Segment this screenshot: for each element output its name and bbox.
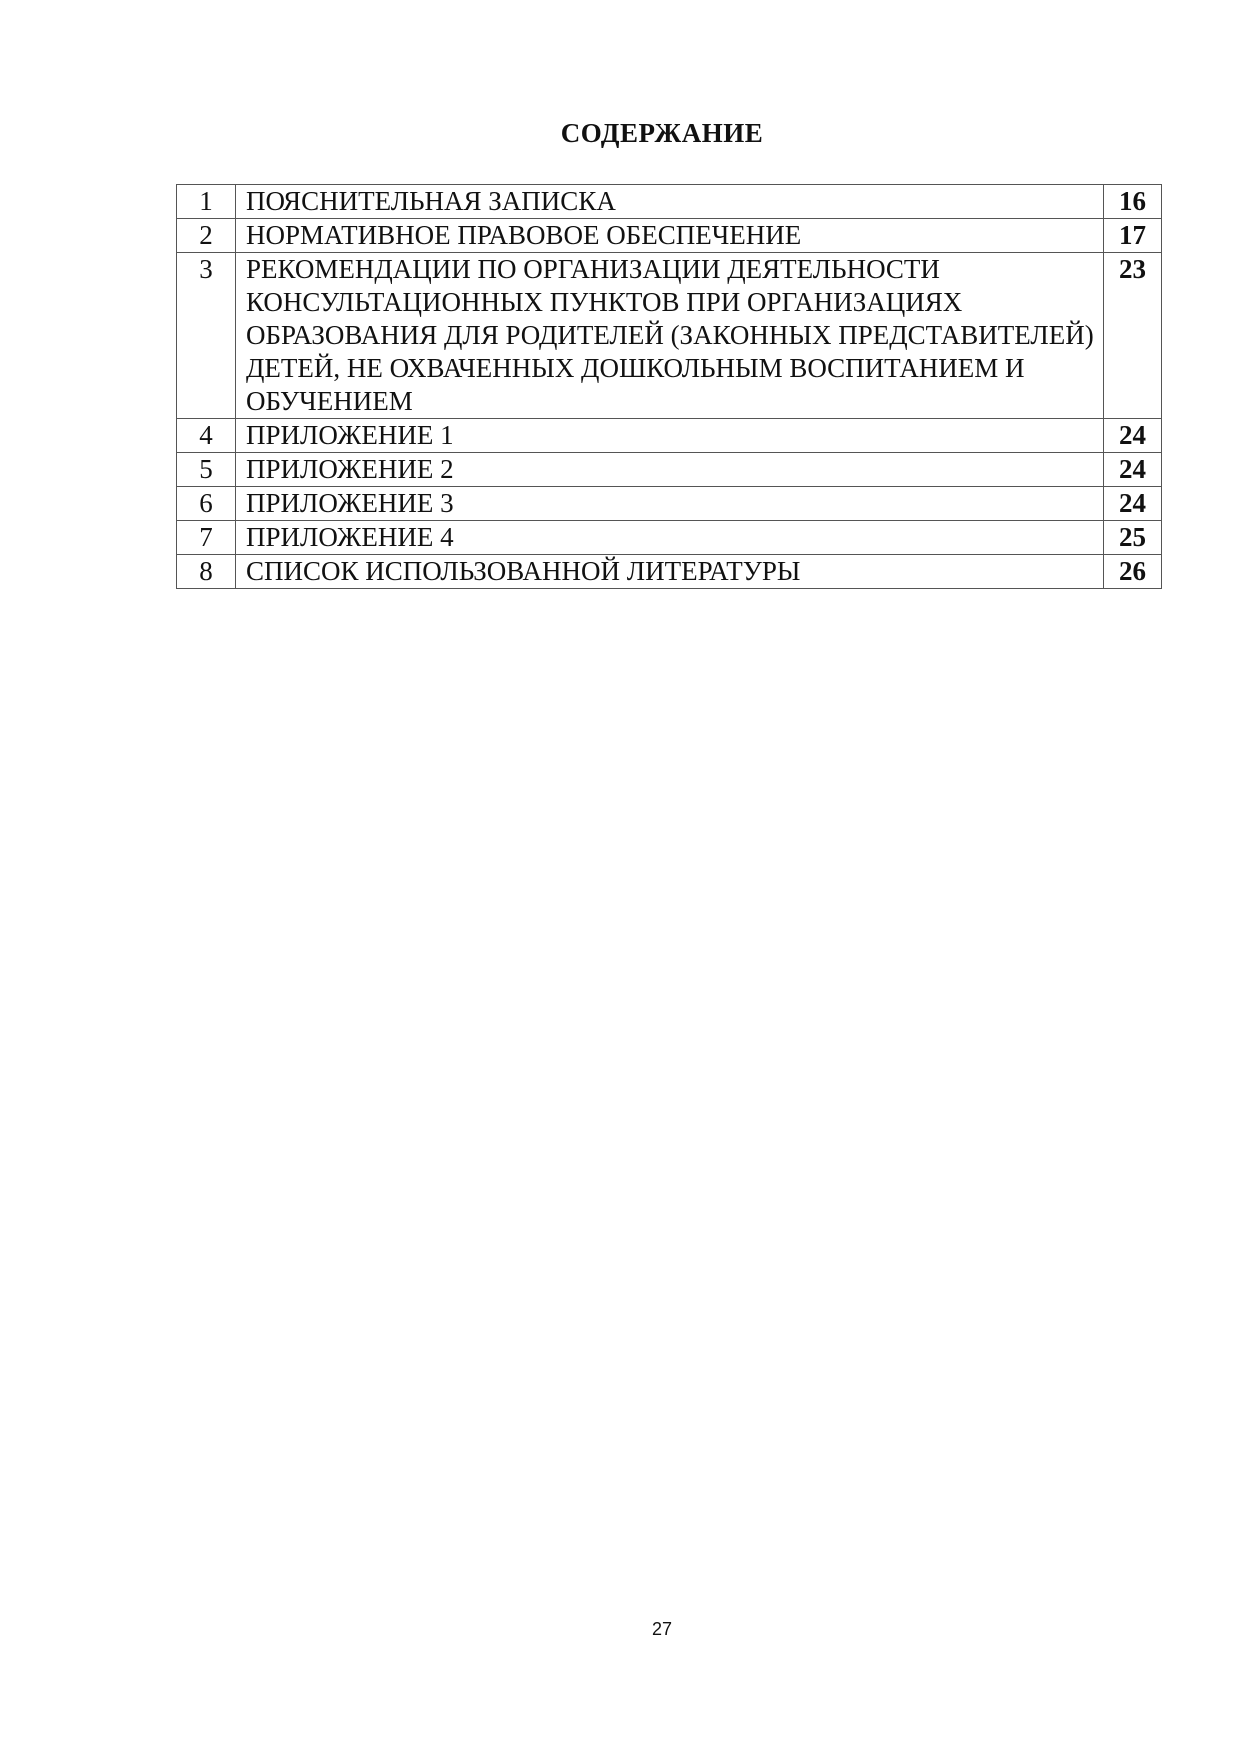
toc-item-number: 2 (177, 219, 236, 253)
toc-item-number: 8 (177, 555, 236, 589)
toc-item-page: 24 (1104, 487, 1162, 521)
toc-item-title: ПРИЛОЖЕНИЕ 1 (236, 419, 1104, 453)
toc-item-page: 24 (1104, 453, 1162, 487)
toc-table (176, 184, 1162, 589)
toc-row (177, 487, 1162, 521)
toc-item-page: 26 (1104, 555, 1162, 589)
toc-row (177, 453, 1162, 487)
toc-row (177, 185, 1162, 219)
toc-item-title: ПОЯСНИТЕЛЬНАЯ ЗАПИСКА (236, 185, 1104, 219)
toc-item-page: 24 (1104, 419, 1162, 453)
toc-row (177, 253, 1162, 419)
toc-item-title: ПРИЛОЖЕНИЕ 4 (236, 521, 1104, 555)
page-title: СОДЕРЖАНИЕ (560, 118, 764, 148)
toc-row (177, 521, 1162, 555)
toc-item-page: 17 (1104, 219, 1162, 253)
toc-item-page: 23 (1104, 253, 1162, 419)
toc-item-title: ПРИЛОЖЕНИЕ 2 (236, 453, 1104, 487)
toc-item-number: 5 (177, 453, 236, 487)
toc-row (177, 419, 1162, 453)
toc-item-page: 25 (1104, 521, 1162, 555)
toc-item-title: СПИСОК ИСПОЛЬЗОВАННОЙ ЛИТЕРАТУРЫ (236, 555, 1104, 589)
toc-row (177, 555, 1162, 589)
toc-item-number: 4 (177, 419, 236, 453)
page-number: 27 (651, 1619, 673, 1639)
toc-item-title: РЕКОМЕНДАЦИИ ПО ОРГАНИЗАЦИИ ДЕЯТЕЛЬНОСТИ КОНСУЛЬТАЦИОННЫХ ПУНКТОВ ПРИ ОРГАНИЗАЦИЯХ ОБРАЗОВАНИЯ ДЛЯ РОДИТЕЛЕЙ (ЗАКОННЫХ ПРЕДСТАВИТЕЛЕЙ) ДЕТЕЙ, НЕ ОХВАЧЕННЫХ ДОШКОЛЬНЫМ ВОСПИТАНИЕМ И ОБУЧЕНИЕМ (236, 253, 1104, 419)
toc-row (177, 219, 1162, 253)
toc-item-number: 1 (177, 185, 236, 219)
toc-item-number: 3 (177, 253, 236, 419)
toc-item-page: 16 (1104, 185, 1162, 219)
toc-item-number: 7 (177, 521, 236, 555)
toc-item-number: 6 (177, 487, 236, 521)
toc-item-title: НОРМАТИВНОЕ ПРАВОВОЕ ОБЕСПЕЧЕНИЕ (236, 219, 1104, 253)
toc-item-title: ПРИЛОЖЕНИЕ 3 (236, 487, 1104, 521)
